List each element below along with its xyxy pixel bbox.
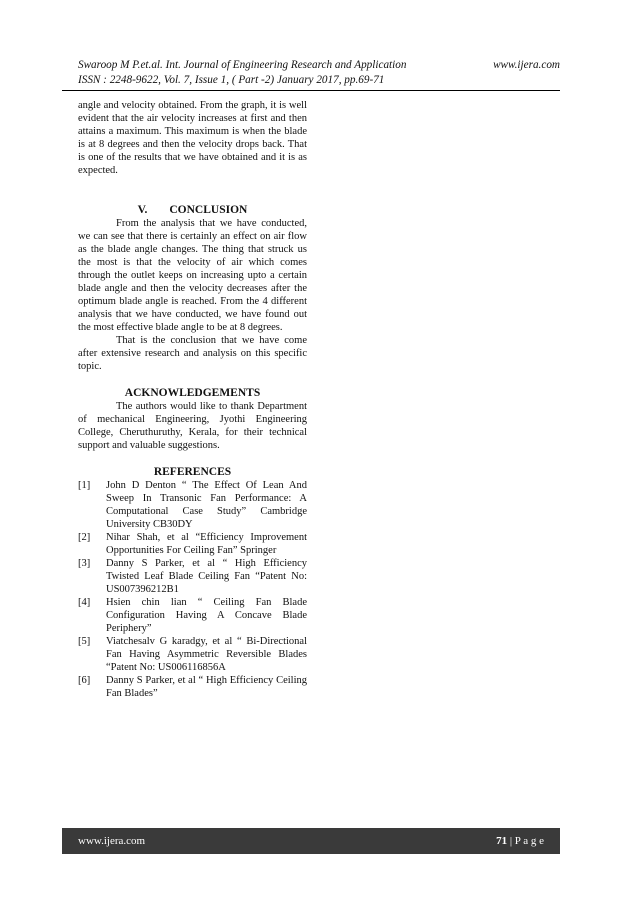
reference-number: [4] bbox=[78, 597, 91, 608]
page-header bbox=[78, 58, 560, 88]
page-indicator bbox=[496, 835, 544, 847]
reference-number: [3] bbox=[78, 558, 91, 569]
acknowledgements-heading: ACKNOWLEDGEMENTS bbox=[124, 387, 261, 399]
reference-item bbox=[78, 635, 307, 674]
references-list bbox=[78, 479, 307, 700]
conclusion-paragraph-2: That is the conclusion that we have come after extensive research and analysis on this specific topic. bbox=[78, 335, 307, 372]
acknowledgements-paragraph: The authors would like to thank Department of mechanical Engineering, Jyothi Engineering College, Cheruthuruthy, Kerala, for their technical support and valuable suggestions. bbox=[78, 401, 307, 451]
reference-number: [2] bbox=[78, 532, 91, 543]
conclusion-title: CONCLUSION bbox=[169, 204, 248, 216]
reference-number: [5] bbox=[78, 636, 91, 647]
conclusion-heading bbox=[78, 204, 307, 217]
footer-website[interactable]: www.ijera.com bbox=[78, 835, 146, 847]
reference-text: Danny S Parker, et al “ High Efficiency Twisted Leaf Blade Ceiling Fan “Patent No: US007396212B1 bbox=[106, 558, 307, 595]
page-footer bbox=[62, 828, 560, 854]
conclusion-number: V. bbox=[137, 204, 148, 216]
reference-text: Viatchesalv G karadgy, et al “ Bi-Directional Fan Having Asymmetric Reversible Blades “Patent No: US006116856A bbox=[106, 636, 307, 673]
text-column bbox=[78, 99, 307, 700]
reference-item bbox=[78, 674, 307, 700]
references-heading: REFERENCES bbox=[153, 466, 232, 478]
reference-text: John D Denton “ The Effect Of Lean And Sweep In Transonic Fan Performance: A Computational Case Study” Cambridge University CB30DY bbox=[106, 480, 307, 530]
reference-item bbox=[78, 479, 307, 531]
reference-text: Hsien chin lian “ Ceiling Fan Blade Configuration Having A Concave Blade Periphery” bbox=[106, 597, 307, 634]
intro-paragraph: angle and velocity obtained. From the graph, it is well evident that the air velocity increases at first and then attains a maximum. This maximum is when the blade is at 8 degrees and then the velocity drops back. That is one of the results that we have obtained and it is as expected. bbox=[78, 100, 307, 176]
reference-item bbox=[78, 557, 307, 596]
header-divider bbox=[62, 90, 560, 91]
journal-website[interactable]: www.ijera.com bbox=[493, 59, 560, 71]
page-label: | P a g e bbox=[507, 835, 544, 847]
reference-item bbox=[78, 596, 307, 635]
page-number: 71 bbox=[496, 835, 508, 847]
journal-citation: Swaroop M P.et.al. Int. Journal of Engineering Research and Application bbox=[78, 59, 407, 71]
reference-item bbox=[78, 531, 307, 557]
reference-number: [1] bbox=[78, 480, 91, 491]
reference-text: Danny S Parker, et al “ High Efficiency Ceiling Fan Blades” bbox=[106, 675, 307, 699]
issn-line: ISSN : 2248-9622, Vol. 7, Issue 1, ( Part -2) January 2017, pp.69-71 bbox=[78, 74, 385, 86]
reference-text: Nihar Shah, et al “Efficiency Improvement Opportunities For Ceiling Fan” Springer bbox=[106, 532, 307, 556]
conclusion-paragraph-1: From the analysis that we have conducted, we can see that there is certainly an effect on air flow as the blade angle changes. The thing that struck us the most is that the velocity of air which comes through the outlet keeps on increasing upto a certain blade angle and then the velocity decreases after the optimum blade angle is reached. From the 4 different analysis that we have conducted, we have found out the most effective blade angle to be at 8 degrees. bbox=[78, 218, 307, 333]
reference-number: [6] bbox=[78, 675, 91, 686]
header-line-1 bbox=[78, 58, 560, 73]
